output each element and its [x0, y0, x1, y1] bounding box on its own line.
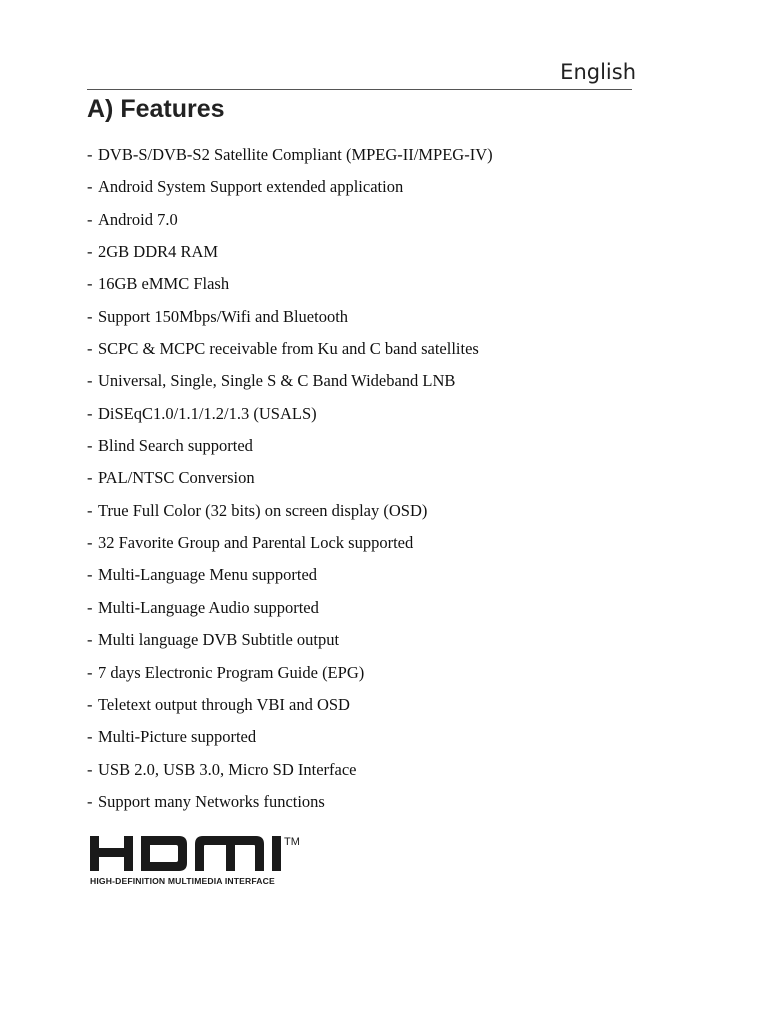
feature-item: - Android 7.0 [87, 209, 178, 229]
feature-item: - Multi-Language Menu supported [87, 565, 318, 585]
feature-item: - 32 Favorite Group and Parental Lock supported [87, 533, 414, 553]
feature-text: SCPC & MCPC receivable from Ku and C band satellites [98, 339, 479, 359]
feature-item: - SCPC & MCPC receivable from Ku and C band satellites [87, 339, 479, 359]
feature-text: 16GB eMMC Flash [98, 274, 230, 294]
feature-item: - Android System Support extended application [87, 177, 404, 197]
feature-text: Blind Search supported [98, 436, 253, 456]
feature-item: - 2GB DDR4 RAM [87, 242, 219, 262]
feature-text: 32 Favorite Group and Parental Lock supported [98, 533, 414, 553]
feature-text: Universal, Single, Single S & C Band Wideband LNB [98, 371, 456, 391]
feature-item: - USB 2.0, USB 3.0, Micro SD Interface [87, 759, 357, 779]
feature-text: DiSEqC1.0/1.1/1.2/1.3 (USALS) [98, 403, 317, 423]
feature-item: - Universal, Single, Single S & C Band Wideband LNB [87, 371, 456, 391]
section-title: A) Features [87, 95, 225, 123]
feature-text: True Full Color (32 bits) on screen display (OSD) [98, 500, 428, 520]
feature-text: Support many Networks functions [98, 791, 325, 811]
feature-text: Support 150Mbps/Wifi and Bluetooth [98, 306, 349, 326]
trademark-symbol: TM [284, 836, 300, 848]
feature-item: - PAL/NTSC Conversion [87, 468, 255, 488]
feature-text: Multi-Language Menu supported [98, 565, 318, 585]
feature-item: - True Full Color (32 bits) on screen display (OSD) [87, 500, 428, 520]
feature-item: - Multi-Picture supported [87, 727, 257, 747]
feature-item: - Support 150Mbps/Wifi and Bluetooth [87, 306, 349, 326]
feature-item: - Multi-Language Audio supported [87, 597, 319, 617]
feature-item: - Multi language DVB Subtitle output [87, 630, 340, 650]
feature-text: Multi-Language Audio supported [98, 597, 319, 617]
hdmi-wordmark [90, 836, 300, 871]
feature-item: - DiSEqC1.0/1.1/1.2/1.3 (USALS) [87, 403, 317, 423]
feature-text: PAL/NTSC Conversion [98, 468, 255, 488]
feature-item: - Blind Search supported [87, 436, 253, 456]
hdmi-logo [88, 832, 328, 876]
feature-text: Multi language DVB Subtitle output [98, 630, 340, 650]
feature-text: Teletext output through VBI and OSD [98, 694, 350, 714]
feature-text: USB 2.0, USB 3.0, Micro SD Interface [98, 759, 357, 779]
language-label: English [560, 60, 636, 84]
feature-item: - 16GB eMMC Flash [87, 274, 230, 294]
feature-text: 7 days Electronic Program Guide (EPG) [98, 662, 365, 682]
feature-list [87, 141, 493, 820]
feature-text: Android System Support extended application [98, 177, 404, 197]
hdmi-tagline: HIGH-DEFINITION MULTIMEDIA INTERFACE [90, 876, 275, 886]
feature-text: Multi-Picture supported [98, 727, 257, 747]
feature-item: - 7 days Electronic Program Guide (EPG) [87, 662, 365, 682]
feature-text: 2GB DDR4 RAM [98, 242, 219, 262]
feature-item: - Support many Networks functions [87, 791, 325, 811]
feature-text: Android 7.0 [98, 209, 178, 229]
feature-text: DVB-S/DVB-S2 Satellite Compliant (MPEG-II/MPEG-IV) [98, 145, 493, 164]
feature-item: - Teletext output through VBI and OSD [87, 694, 350, 714]
feature-item: - DVB-S/DVB-S2 Satellite Compliant (MPEG-II/MPEG-IV) [87, 145, 493, 164]
header-divider [87, 89, 632, 90]
